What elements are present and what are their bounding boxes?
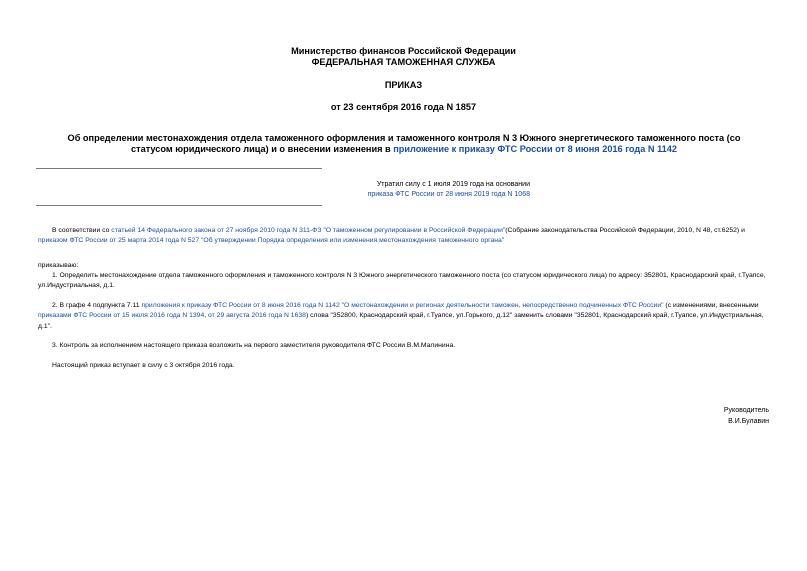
signature-block	[724, 406, 769, 427]
effective-date: Настоящий приказ вступает в силу с 3 октября 2016 года.	[52, 362, 235, 370]
order-1142-link[interactable]: приложения к приказу ФТС России от 8 июня 2016 года N 1142 "О местонахождении и регионах деятельности таможен, непосредственно подчиненных ФТС России"	[141, 301, 664, 309]
item-1: 1. Определить местонахождение отдела таможенного оформления и таможенного контроля N 3 Южного энергетического таможенного поста (со статусом юридического лица) по адресу: 352801, Краснодарский край, г.Туапсе, ул.Индустриальная, д.1.	[38, 271, 766, 290]
preamble-paragraph: В соответствии со статьей 14 Федерального закона от 27 ноября 2010 года N 311-ФЗ "О таможенном регулировании в Российской Федерации"(Собрание законодательства Российской Федерации, 2010, N 48, ст.6252) и приказом ФТС России от 25 марта 2014 года N 527 "Об утверждении Порядка определения или изменения местонахождения таможенного органа"	[38, 227, 745, 245]
document-date-number: от 23 сентября 2016 года N 1857	[330, 102, 477, 112]
law-link[interactable]: статьей 14 Федерального закона от 27 ноября 2010 года N 311-ФЗ "О таможенном регулировании в Российской Федерации"	[111, 227, 506, 234]
item-3: 3. Контроль за исполнением настоящего приказа возложить на первого заместителя руководителя ФТС России В.М.Малинина.	[52, 342, 456, 350]
subject-text: Об определении местонахождения отдела таможенного оформления и таможенного контроля N 3 Южного энергетического таможенного поста (со статусом юридического лица) и о внесении изменения в	[67, 133, 741, 154]
order-word: приказываю:	[38, 261, 79, 269]
subject-link[interactable]: приложение к приказу ФТС России от 8 июня 2016 года N 1142	[393, 144, 678, 154]
document-header	[0, 46, 807, 113]
item-2: 2. В графе 4 подпункта 7.11 приложения к приказу ФТС России от 8 июня 2016 года N 1142 "О местонахождении и регионах деятельности таможен, непосредственно подчиненных ФТС России" (с изменениями, внесенными приказами ФТС России от 15 июля 2016 года N 1394, от 29 августа 2016 года N 1638) слова "352800, Краснодарский край, г.Туапсе, ул.Горького, д.12" заменить словами "352801, Краснодарский край, г.Туапсе, ул.Индустриальная, д.1".	[38, 301, 764, 330]
status-link[interactable]: приказа ФТС России от 28 июня 2019 года N 1068	[367, 191, 530, 198]
document-type: ПРИКАЗ	[384, 80, 423, 90]
order-527-link[interactable]: приказом ФТС России от 25 марта 2014 года N 527 "Об утверждении Порядка определения или изменения местонахождения таможенного органа"	[38, 237, 505, 245]
signature-name: В.И.Булавин	[728, 417, 769, 425]
status-note	[285, 180, 530, 200]
document-subject	[48, 133, 760, 155]
ministry-name: Министерство финансов Российской Федерации	[291, 46, 516, 56]
status-text: Утратил силу с 1 июля 2019 года на основании	[376, 181, 530, 188]
status-divider-top	[36, 168, 322, 169]
status-divider-bottom	[36, 205, 322, 206]
order-1638-link[interactable]: от 29 августа 2016 года N 1638	[208, 312, 306, 320]
service-name: ФЕДЕРАЛЬНАЯ ТАМОЖЕННАЯ СЛУЖБА	[311, 57, 496, 67]
signature-position: Руководитель	[723, 407, 769, 414]
document-body	[38, 226, 773, 371]
order-1394-link[interactable]: приказами ФТС России от 15 июля 2016 года N 1394	[38, 312, 205, 320]
